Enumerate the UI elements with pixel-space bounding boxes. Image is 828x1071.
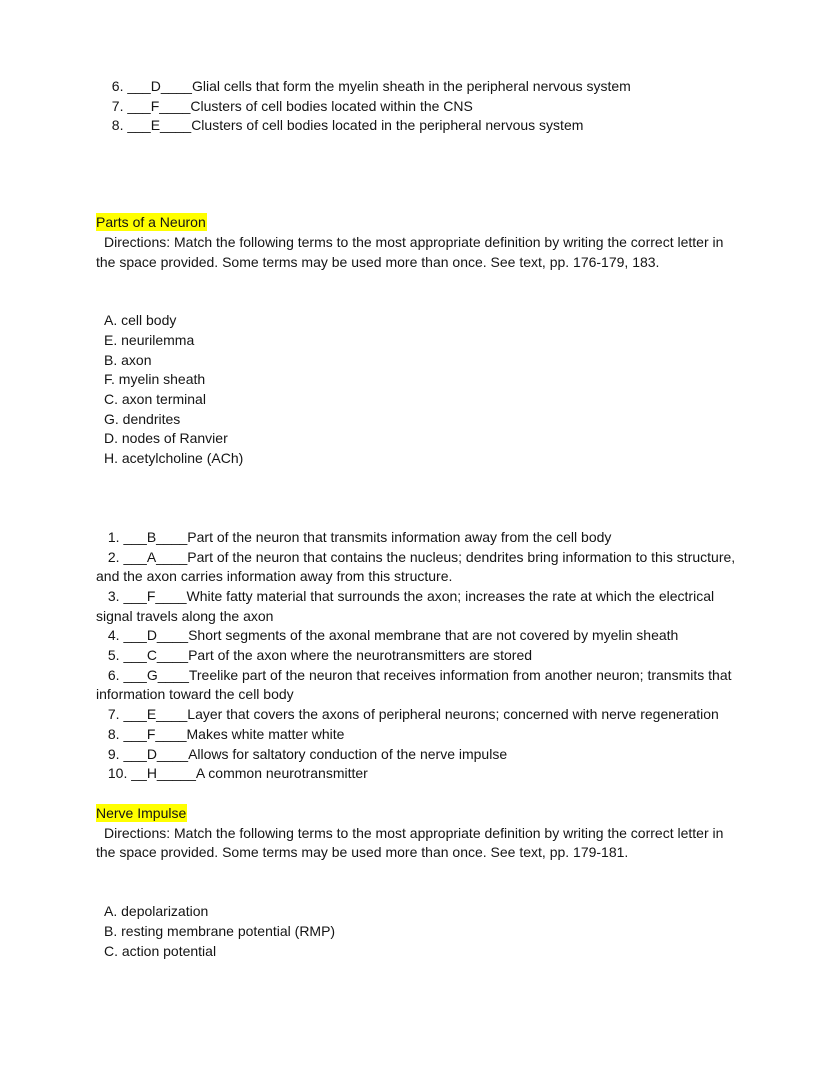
directions-text: Directions: Match the following terms to the most appropriate definition by writing the correct letter in the space provided. Some terms may be used more than once. See text, pp. 176-179, 183. — [96, 233, 728, 270]
matching-item: 8. ___F____Makes white matter white — [104, 725, 345, 742]
matching-item: 6. ___G____Treelike part of the neuron that receives information from another neuron; transmits that information toward the cell body — [96, 666, 736, 703]
term-item: C. axon terminal — [104, 391, 206, 408]
matching-item: 4. ___D____Short segments of the axonal membrane that are not covered by myelin sheath — [104, 627, 679, 644]
section-gap-2 — [96, 784, 738, 804]
terms-gap — [96, 272, 738, 311]
questions-gap — [96, 469, 738, 528]
section-nerve-impulse — [96, 804, 738, 863]
matching-item: 9. ___D____Allows for saltatory conduction of the nerve impulse — [104, 745, 508, 762]
matching-item: 2. ___A____Part of the neuron that contains the nucleus; dendrites bring information to this structure, and the axon carries information away from this structure. — [96, 548, 740, 585]
term-bank-parts-of-a-neuron — [96, 311, 738, 469]
term-item: B. resting membrane potential (RMP) — [104, 922, 336, 939]
matching-item: 6. ___D____Glial cells that form the myelin sheath in the peripheral nervous system — [104, 78, 631, 94]
top-matching-list — [96, 77, 738, 136]
section-heading-parts-of-a-neuron — [96, 213, 738, 233]
term-item: E. neurilemma — [104, 331, 195, 348]
matching-item: 7. ___F____Clusters of cell bodies located within the CNS — [104, 97, 473, 114]
section-heading-nerve-impulse — [96, 804, 738, 824]
term-item: G. dendrites — [104, 410, 181, 427]
matching-item: 1. ___B____Part of the neuron that transmits information away from the cell body — [104, 528, 612, 545]
term-item: A. depolarization — [104, 903, 209, 920]
term-item: A. cell body — [104, 312, 177, 329]
term-item: F. myelin sheath — [104, 371, 206, 388]
section-gap — [96, 136, 738, 213]
highlight-marker: Parts of a Neuron — [96, 214, 206, 231]
term-bank-nerve-impulse — [96, 902, 738, 961]
top-margin-spacer — [96, 0, 738, 77]
page-content — [96, 0, 738, 961]
matching-item: 7. ___E____Layer that covers the axons of peripheral neurons; concerned with nerve regeneration — [104, 706, 719, 723]
directions-text: Directions: Match the following terms to the most appropriate definition by writing the correct letter in the space provided. Some terms may be used more than once. See text, pp. 179-181. — [96, 824, 728, 861]
section-parts-of-a-neuron — [96, 213, 738, 272]
terms-gap-2 — [96, 863, 738, 902]
term-item: B. axon — [104, 351, 152, 368]
matching-list-parts-of-a-neuron — [96, 528, 738, 784]
term-item: D. nodes of Ranvier — [104, 430, 228, 447]
term-item: C. action potential — [104, 942, 217, 959]
matching-item: 3. ___F____White fatty material that surrounds the axon; increases the rate at which the electrical signal travels along the axon — [96, 587, 718, 624]
highlight-marker: Nerve Impulse — [96, 804, 187, 821]
matching-item: 10. __H_____A common neurotransmitter — [104, 765, 368, 782]
matching-item: 8. ___E____Clusters of cell bodies located in the peripheral nervous system — [104, 117, 584, 134]
term-item: H. acetylcholine (ACh) — [104, 450, 244, 467]
matching-item: 5. ___C____Part of the axon where the neurotransmitters are stored — [104, 647, 533, 664]
